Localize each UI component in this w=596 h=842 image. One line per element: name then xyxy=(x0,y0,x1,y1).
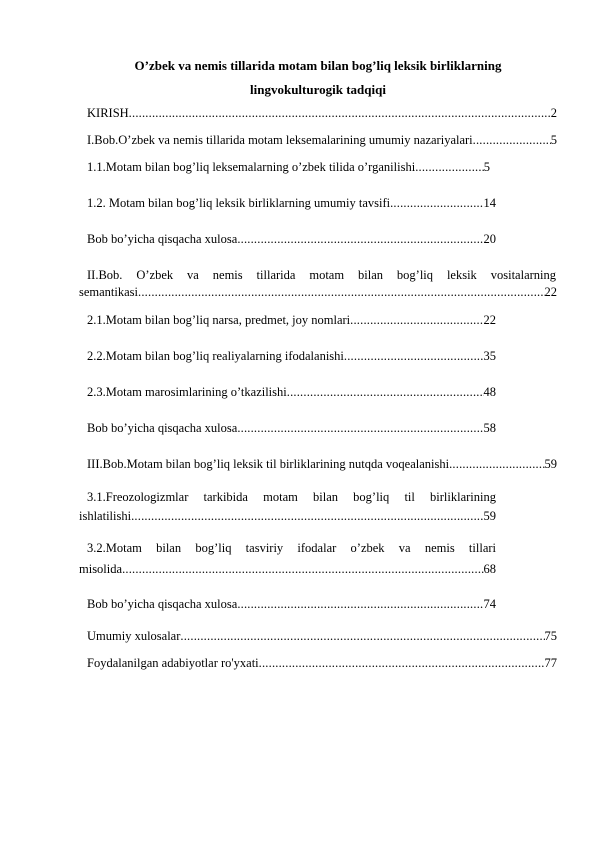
toc-entry-page: 58 xyxy=(483,421,496,435)
toc-entry-2-3[interactable] xyxy=(87,385,496,400)
toc-entry-chapter-2-line1[interactable]: II.Bob. O’zbek va nemis tillarida motam bilan bog’liq leksik vositalarning xyxy=(87,268,556,282)
toc-entry-1-1[interactable] xyxy=(87,160,490,175)
toc-entry-page: 20 xyxy=(483,232,496,246)
toc-entry-label: Bob bo’yicha qisqacha xulosa xyxy=(87,421,238,435)
toc-leader-dots xyxy=(449,457,544,472)
toc-entry-3-2-line1[interactable]: 3.2.Motam bilan bog’liq tasviriy ifodalar o’zbek va nemis tillari xyxy=(87,541,496,555)
toc-leader-dots xyxy=(180,629,544,644)
toc-entry-kirish[interactable] xyxy=(87,106,557,121)
document-title-line1: O’zbek va nemis tillarida motam bilan bog’liq leksik birliklarning xyxy=(134,58,502,73)
toc-entry-page: 48 xyxy=(483,385,496,399)
toc-entry-chapter-3-summary[interactable] xyxy=(87,597,496,612)
toc-entry-chapter-1[interactable] xyxy=(87,133,557,148)
toc-leader-dots xyxy=(122,562,483,577)
document-title-line2: lingvokulturogik tadqiqi xyxy=(250,82,386,97)
toc-entry-label: semantikasi xyxy=(79,285,139,299)
toc-entry-3-1[interactable] xyxy=(79,509,496,524)
toc-entry-page: 35 xyxy=(483,349,496,363)
toc-entry-label: I.Bob.O’zbek va nemis tillarida motam leksemalarining umumiy nazariyalari xyxy=(87,133,473,147)
toc-entry-label: misolida xyxy=(79,562,123,576)
toc-entry-label: ishlatilishi xyxy=(79,509,132,523)
toc-leader-dots xyxy=(138,285,544,300)
toc-entry-page: 59 xyxy=(544,457,557,471)
toc-leader-dots xyxy=(390,196,483,211)
toc-entry-2-2[interactable] xyxy=(87,349,496,364)
toc-entry-page: 22 xyxy=(544,285,557,299)
toc-entry-1-2[interactable] xyxy=(87,196,496,211)
toc-entry-label: 2.3.Motam marosimlarining o’tkazilishi xyxy=(87,385,287,399)
toc-entry-page: 74 xyxy=(483,597,496,611)
toc-leader-dots xyxy=(344,349,484,364)
toc-leader-dots xyxy=(473,133,551,148)
toc-entry-chapter-2[interactable] xyxy=(79,285,557,300)
toc-leader-dots xyxy=(131,509,483,524)
toc-entry-chapter-2-summary[interactable] xyxy=(87,421,496,436)
toc-entry-label: 1.1.Motam bilan bog’liq leksemalarning o’zbek tilida o’rganilishi xyxy=(87,160,416,174)
toc-entry-page: 14 xyxy=(483,196,496,210)
toc-entry-chapter-3[interactable] xyxy=(87,457,557,472)
toc-leader-dots xyxy=(237,232,483,247)
toc-leader-dots xyxy=(259,656,545,671)
toc-leader-dots xyxy=(129,106,551,121)
toc-leader-dots xyxy=(237,597,483,612)
toc-entry-page: 5 xyxy=(550,133,557,147)
toc-leader-dots xyxy=(287,385,484,400)
toc-leader-dots xyxy=(415,160,484,175)
toc-entry-page: 77 xyxy=(544,656,557,670)
toc-entry-label: Foydalanilgan adabiyotlar ro'yxati xyxy=(87,656,259,670)
toc-entry-2-1[interactable] xyxy=(87,313,496,328)
toc-entry-label: Bob bo’yicha qisqacha xulosa xyxy=(87,597,238,611)
toc-entry-label: Umumiy xulosalar xyxy=(87,629,181,643)
toc-entry-conclusion[interactable] xyxy=(87,629,557,644)
toc-leader-dots xyxy=(350,313,483,328)
toc-leader-dots xyxy=(237,421,483,436)
toc-entry-label: III.Bob.Motam bilan bog’liq leksik til birliklarining nutqda voqealanishi xyxy=(87,457,450,471)
toc-entry-page: 2 xyxy=(550,106,557,120)
toc-entry-page: 59 xyxy=(483,509,496,523)
toc-entry-label: Bob bo’yicha qisqacha xulosa xyxy=(87,232,238,246)
toc-entry-page: 75 xyxy=(544,629,557,643)
toc-entry-label: 2.2.Motam bilan bog’liq realiyalarning ifodalanishi xyxy=(87,349,344,363)
toc-entry-page: 68 xyxy=(483,562,496,576)
toc-entry-label: 1.2. Motam bilan bog’liq leksik birliklarning umumiy tavsifi xyxy=(87,196,391,210)
toc-entry-page: 22 xyxy=(483,313,496,327)
toc-entry-page: 5 xyxy=(483,160,490,174)
toc-entry-chapter-1-summary[interactable] xyxy=(87,232,496,247)
toc-entry-label: 2.1.Motam bilan bog’liq narsa, predmet, joy nomlari xyxy=(87,313,351,327)
toc-entry-3-1-line1[interactable]: 3.1.Freozologizmlar tarkibida motam bilan bog’liq til birliklarining xyxy=(87,490,496,504)
toc-entry-bibliography[interactable] xyxy=(87,656,557,671)
toc-entry-3-2[interactable] xyxy=(79,562,496,577)
toc-entry-label: KIRISH xyxy=(87,106,129,120)
